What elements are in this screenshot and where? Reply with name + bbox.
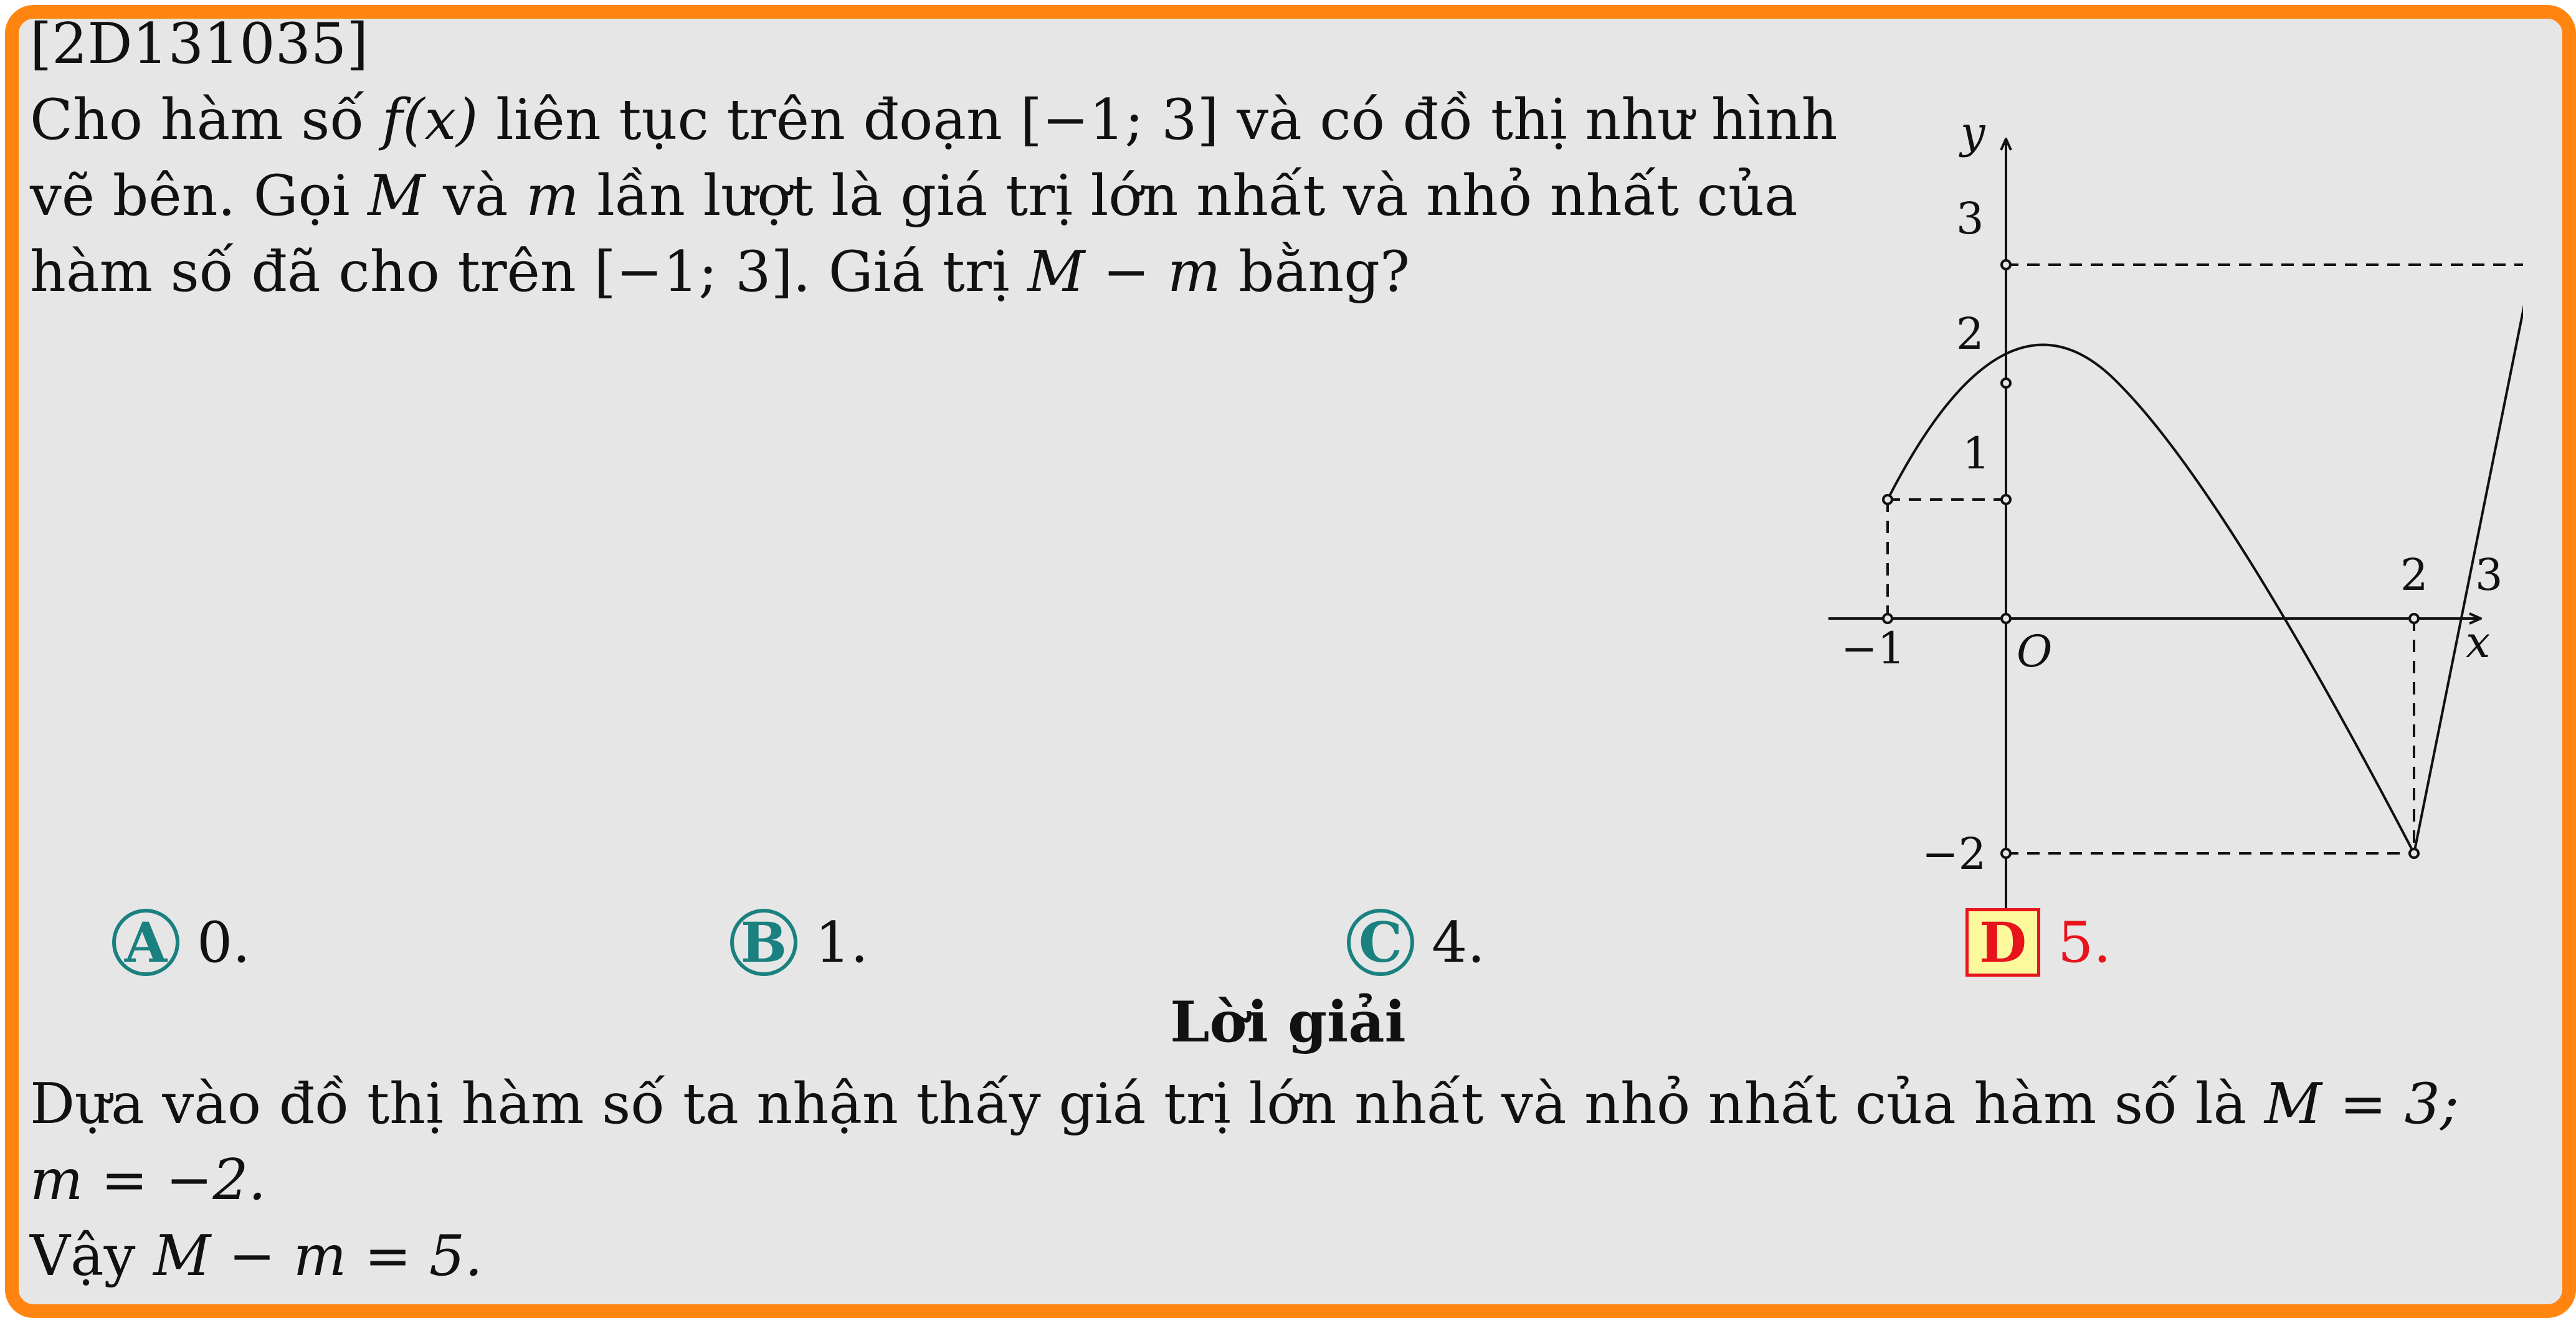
solution-line-3 [30, 1218, 2516, 1294]
y-axis-label: y [1961, 109, 1985, 158]
choice-a-value: 0. [197, 909, 250, 975]
word: số [602, 1071, 665, 1137]
solution-line-2: m = −2. [30, 1147, 267, 1213]
choice-d-badge: D [1965, 908, 2040, 977]
x-tick-label: 3 [2475, 549, 2503, 600]
x-tick-label: 2 [2400, 549, 2428, 600]
word: hàm [1974, 1071, 2097, 1137]
word: thấy [916, 1071, 1041, 1137]
word: vào [162, 1071, 262, 1137]
y-tick-label: −2 [1922, 828, 1987, 879]
choice-c[interactable] [1347, 902, 1485, 983]
word: thị [366, 1071, 444, 1137]
solution-line-1 [30, 1066, 2516, 1142]
word: và [1501, 1071, 1567, 1137]
text-fragment: và [425, 163, 526, 229]
word: nhận [756, 1071, 898, 1137]
math-M: M [368, 163, 425, 229]
question-text [30, 82, 1838, 310]
word: đồ [278, 1071, 349, 1137]
word: trị [1163, 1071, 1231, 1137]
question-line-1 [30, 82, 1838, 158]
text-fragment: hàm số đã cho trên [−1; 3]. Giá trị [30, 239, 1028, 305]
choice-d[interactable] [1965, 902, 2111, 983]
text-fragment: liên tục trên đoạn [−1; 3] và có đồ thị như hình [478, 87, 1838, 153]
function-graph [1807, 109, 2523, 919]
word: nhỏ [1584, 1071, 1691, 1137]
text-fragment: Cho hàm số [30, 87, 383, 153]
y-tick-label: 2 [1956, 308, 1984, 359]
math-result: M − m = 5. [153, 1223, 483, 1289]
choice-b-value: 1. [815, 909, 868, 975]
choice-a-badge: A [112, 909, 179, 976]
word: là [2195, 1071, 2247, 1137]
text-fragment: vẽ bên. Gọi [30, 163, 368, 229]
x-tick-label: −1 [1841, 623, 1906, 674]
solution-title: Lời giải [1170, 989, 1406, 1055]
question-line-3 [30, 234, 1768, 310]
word: số [2114, 1071, 2178, 1137]
text-fragment: lần lượt là giá trị lớn nhất và nhỏ nhất của [579, 163, 1798, 229]
y-tick-label: 1 [1962, 428, 1990, 479]
choice-b-badge: B [730, 909, 797, 976]
word: Dựa [30, 1071, 145, 1137]
problem-code: [2D131035] [30, 11, 369, 77]
text-fragment: Vậy [30, 1223, 154, 1289]
math-M-minus-m: M − m [1027, 239, 1221, 305]
word: hàm [461, 1071, 584, 1137]
choice-a[interactable] [112, 902, 250, 983]
x-axis-label: x [2466, 617, 2491, 668]
choice-b[interactable] [730, 902, 868, 983]
y-tick-label: 3 [1956, 193, 1984, 244]
word: nhất [1354, 1071, 1484, 1137]
word: nhất [1708, 1071, 1838, 1137]
question-line-2 [30, 158, 1798, 234]
choice-c-value: 4. [1432, 909, 1485, 975]
word: của [1855, 1071, 1956, 1137]
origin-label: O [2017, 626, 2053, 677]
text-fragment: bằng? [1220, 239, 1410, 305]
math-M-equals-3: M = 3; [2264, 1071, 2460, 1137]
word: lớn [1248, 1071, 1337, 1137]
math-fx: f(x) [382, 87, 478, 153]
math-m: m [526, 163, 579, 229]
word: giá [1058, 1071, 1146, 1137]
word: ta [682, 1071, 739, 1137]
choice-c-badge: C [1347, 909, 1414, 976]
solution-text [30, 1066, 2516, 1294]
choice-d-value: 5. [2058, 909, 2111, 975]
